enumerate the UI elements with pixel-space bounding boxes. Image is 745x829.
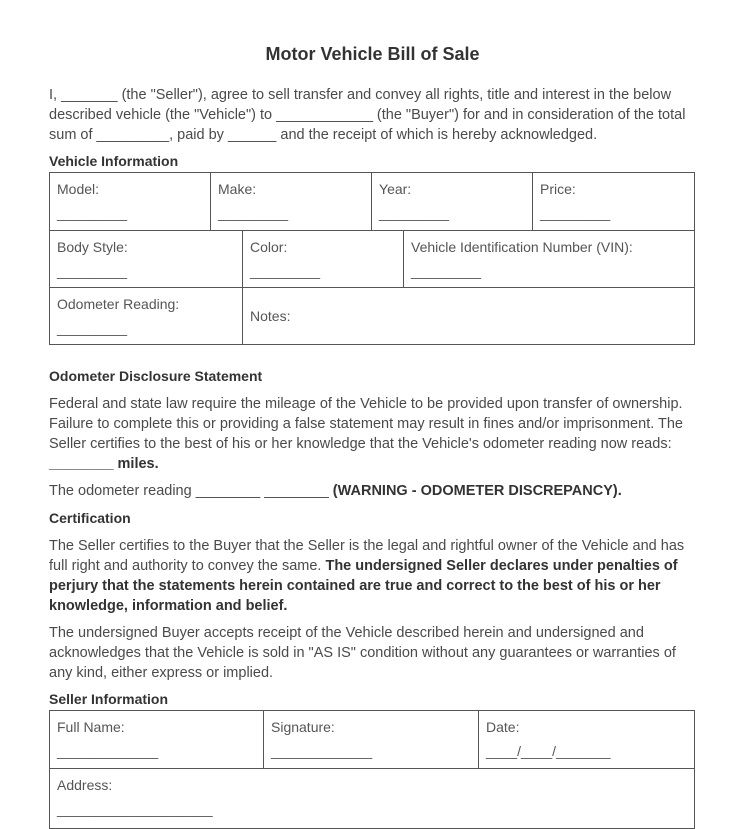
vehicle-info-heading: Vehicle Information (49, 153, 179, 169)
odometer-heading: Odometer Disclosure Statement (49, 368, 263, 384)
signature-blank[interactable]: _____________ (271, 743, 373, 759)
year-blank[interactable]: _________ (379, 205, 450, 221)
notes-label: Notes: (250, 308, 291, 324)
body-style-blank[interactable]: _________ (57, 263, 128, 279)
odometer-line: Federal and state law require the mileage of the Vehicle to be provided upon transfer of ownership. (49, 396, 683, 412)
vehicle-info-table (49, 172, 695, 345)
color-label: Color: (250, 239, 288, 255)
certification-line: knowledge, information and belief. (49, 598, 288, 614)
certification-heading: Certification (49, 510, 131, 526)
document-title: Motor Vehicle Bill of Sale (265, 44, 480, 64)
intro-paragraph (49, 85, 694, 145)
address-label: Address: (57, 777, 113, 793)
certification-line: The Seller certifies to the Buyer that the Seller is the legal and rightful owner of the Vehicle and has (49, 538, 685, 554)
price-label: Price: (540, 181, 576, 197)
intro-line: I, _______ (the "Seller"), agree to sell transfer and convey all rights, title and interest in the below (49, 87, 672, 103)
date-cell[interactable] (479, 711, 695, 769)
odometer-reading-cell[interactable] (50, 288, 243, 345)
model-cell[interactable] (50, 173, 211, 231)
year-label: Year: (379, 181, 412, 197)
body-style-cell[interactable] (50, 231, 243, 288)
address-blank[interactable]: ____________________ (57, 801, 213, 817)
notes-cell[interactable] (243, 288, 695, 345)
buyer-acceptance-paragraph (49, 623, 694, 683)
price-blank[interactable]: _________ (540, 205, 611, 221)
full-name-label: Full Name: (57, 719, 125, 735)
odometer-reading-blank[interactable]: _________ (57, 320, 128, 336)
seller-info-heading: Seller Information (49, 691, 169, 707)
seller-info-table (49, 710, 695, 829)
odometer-reading-text: The odometer reading ________ ________ (49, 483, 333, 499)
color-cell[interactable] (243, 231, 404, 288)
vin-label: Vehicle Identification Number (VIN): (411, 239, 633, 255)
intro-line: described vehicle (the "Vehicle") to ____________ (the "Buyer") for and in consideration of the total (49, 107, 686, 123)
odometer-reading-label: Odometer Reading: (57, 296, 180, 312)
model-label: Model: (57, 181, 100, 197)
date-blank[interactable]: ____/____/_______ (486, 743, 611, 759)
vin-cell[interactable] (404, 231, 695, 288)
certification-line: perjury that the statements herein contained are true and correct to the best of his or her (49, 578, 661, 594)
full-name-blank[interactable]: _____________ (57, 743, 159, 759)
acceptance-line: The undersigned Buyer accepts receipt of the Vehicle described herein and undersigned and (49, 625, 644, 641)
signature-label: Signature: (271, 719, 335, 735)
body-style-label: Body Style: (57, 239, 128, 255)
make-label: Make: (218, 181, 257, 197)
acceptance-line: any kind, either express or implied. (49, 665, 274, 681)
odometer-line: Seller certifies to the best of his or her knowledge that the Vehicle's odometer reading now reads: (49, 436, 672, 452)
certification-line (49, 556, 694, 576)
signature-cell[interactable] (264, 711, 479, 769)
price-cell[interactable] (533, 173, 695, 231)
odometer-reading-line (49, 481, 694, 501)
make-cell[interactable] (211, 173, 372, 231)
year-cell[interactable] (372, 173, 533, 231)
date-label: Date: (486, 719, 520, 735)
certification-bold-text: The undersigned Seller declares under penalties of (325, 558, 678, 574)
certification-plain-text: full right and authority to convey the same. (49, 558, 326, 574)
full-name-cell[interactable] (50, 711, 264, 769)
intro-line: sum of _________, paid by ______ and the receipt of which is hereby acknowledged. (49, 127, 598, 143)
certification-paragraph (49, 536, 694, 616)
odometer-paragraph (49, 394, 694, 474)
address-cell[interactable] (50, 769, 695, 829)
odometer-line: Failure to complete this or providing a false statement may result in fines and/or imprisonment. The (49, 416, 683, 432)
vin-blank[interactable]: _________ (411, 263, 482, 279)
model-blank[interactable]: _________ (57, 205, 128, 221)
acceptance-line: acknowledges that the Vehicle is sold in "AS IS" condition without any guarantees or warranties of (49, 645, 676, 661)
odometer-miles-line: ________ miles. (49, 456, 159, 472)
make-blank[interactable]: _________ (218, 205, 289, 221)
odometer-warning: (WARNING - ODOMETER DISCREPANCY). (332, 483, 622, 499)
color-blank[interactable]: _________ (250, 263, 321, 279)
